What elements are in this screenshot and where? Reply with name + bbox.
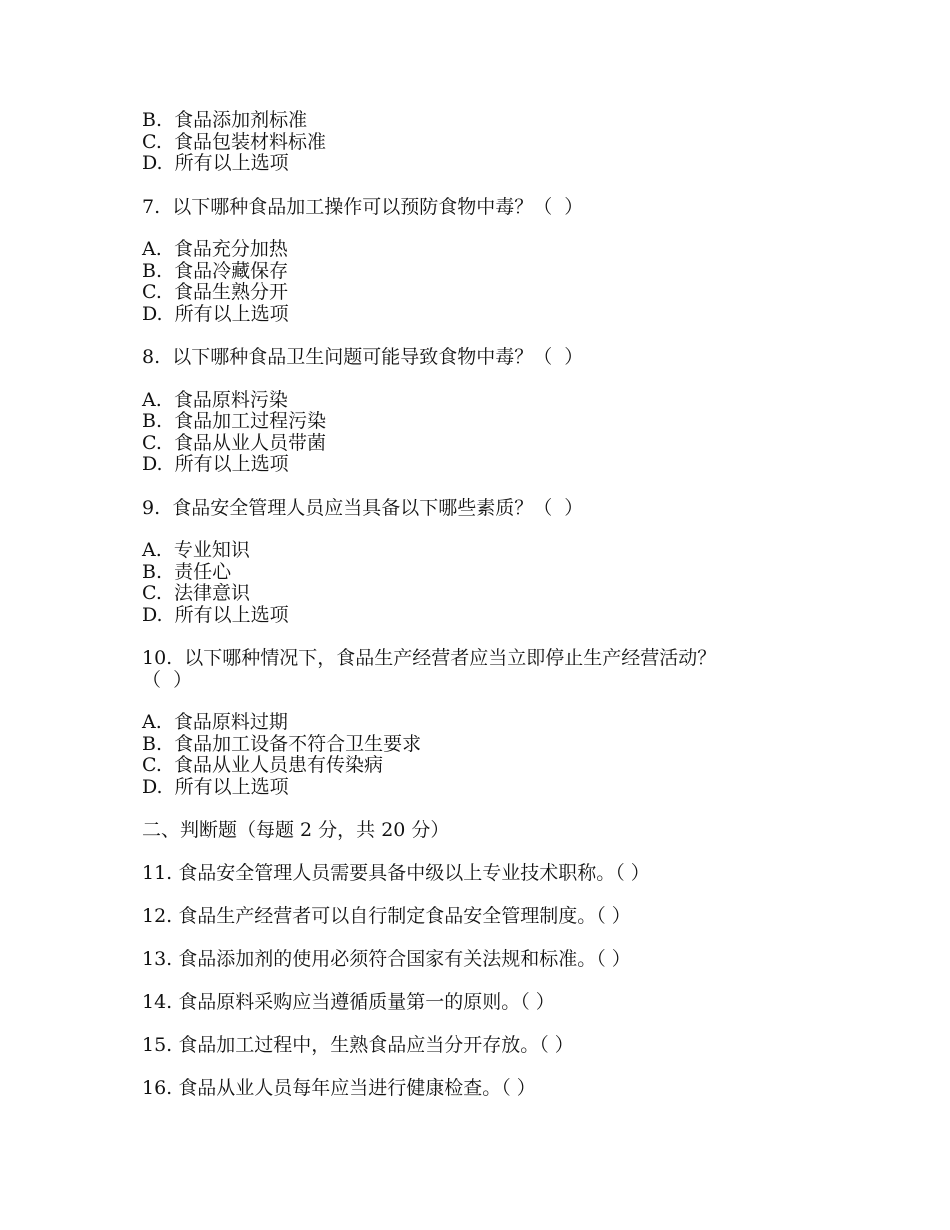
option: D. 所有以上选项	[142, 775, 289, 798]
question-7	[142, 197, 842, 326]
judgment-item: 11. 食品安全管理人员需要具备中级以上专业技术职称。（ ）	[142, 862, 650, 884]
exam-page	[142, 110, 842, 1121]
question-10	[142, 648, 842, 798]
option-list	[142, 540, 842, 626]
option: B. 责任心	[142, 560, 232, 583]
question-stem: 10. 以下哪种情况下，食品生产经营者应当立即停止生产经营活动？	[142, 647, 717, 669]
question-9	[142, 498, 842, 627]
option: B. 食品添加剂标准	[142, 109, 308, 131]
question-8	[142, 347, 842, 476]
option: C. 食品从业人员带菌	[142, 431, 326, 454]
option: A. 专业知识	[142, 539, 250, 561]
option-list	[142, 239, 842, 325]
option-list	[142, 390, 842, 476]
option: B. 食品加工过程污染	[142, 410, 327, 432]
option: C. 食品从业人员患有传染病	[142, 754, 383, 776]
option: A. 食品充分加热	[142, 238, 288, 260]
judgment-item: 12. 食品生产经营者可以自行制定食品安全管理制度。（ ）	[142, 905, 631, 927]
judgment-list	[142, 863, 842, 1100]
option: C. 食品生熟分开	[142, 281, 288, 303]
option: D. 所有以上选项	[142, 152, 289, 174]
option: A. 食品原料污染	[142, 388, 288, 411]
option: B. 食品加工设备不符合卫生要求	[142, 732, 422, 755]
judgment-item: 15. 食品加工过程中，生熟食品应当分开存放。（ ）	[142, 1034, 574, 1056]
option: C. 食品包装材料标准	[142, 130, 326, 153]
option-list	[142, 712, 842, 798]
question-stem-cont: （ ）	[142, 668, 193, 691]
option: A. 食品原料过期	[142, 711, 288, 733]
judgment-item: 16. 食品从业人员每年应当进行健康检查。（ ）	[142, 1077, 536, 1099]
question-stem: 9. 食品安全管理人员应当具备以下哪些素质？（ ）	[142, 496, 584, 519]
judgment-item: 13. 食品添加剂的使用必须符合国家有关法规和标准。（ ）	[142, 948, 631, 970]
option: B. 食品冷藏保存	[142, 259, 289, 282]
option: D. 所有以上选项	[142, 302, 289, 325]
section-title: 二、判断题（每题 2 分，共 20 分）	[142, 819, 450, 841]
question-stem: 7. 以下哪种食品加工操作可以预防食物中毒？（ ）	[142, 195, 584, 218]
judgment-item: 14. 食品原料采购应当遵循质量第一的原则。（ ）	[142, 991, 555, 1013]
option: C. 法律意识	[142, 582, 250, 604]
option: D. 所有以上选项	[142, 453, 289, 475]
question-stem: 8. 以下哪种食品卫生问题可能导致食物中毒？（ ）	[142, 346, 584, 368]
continued-options	[142, 110, 842, 175]
option: D. 所有以上选项	[142, 603, 289, 626]
